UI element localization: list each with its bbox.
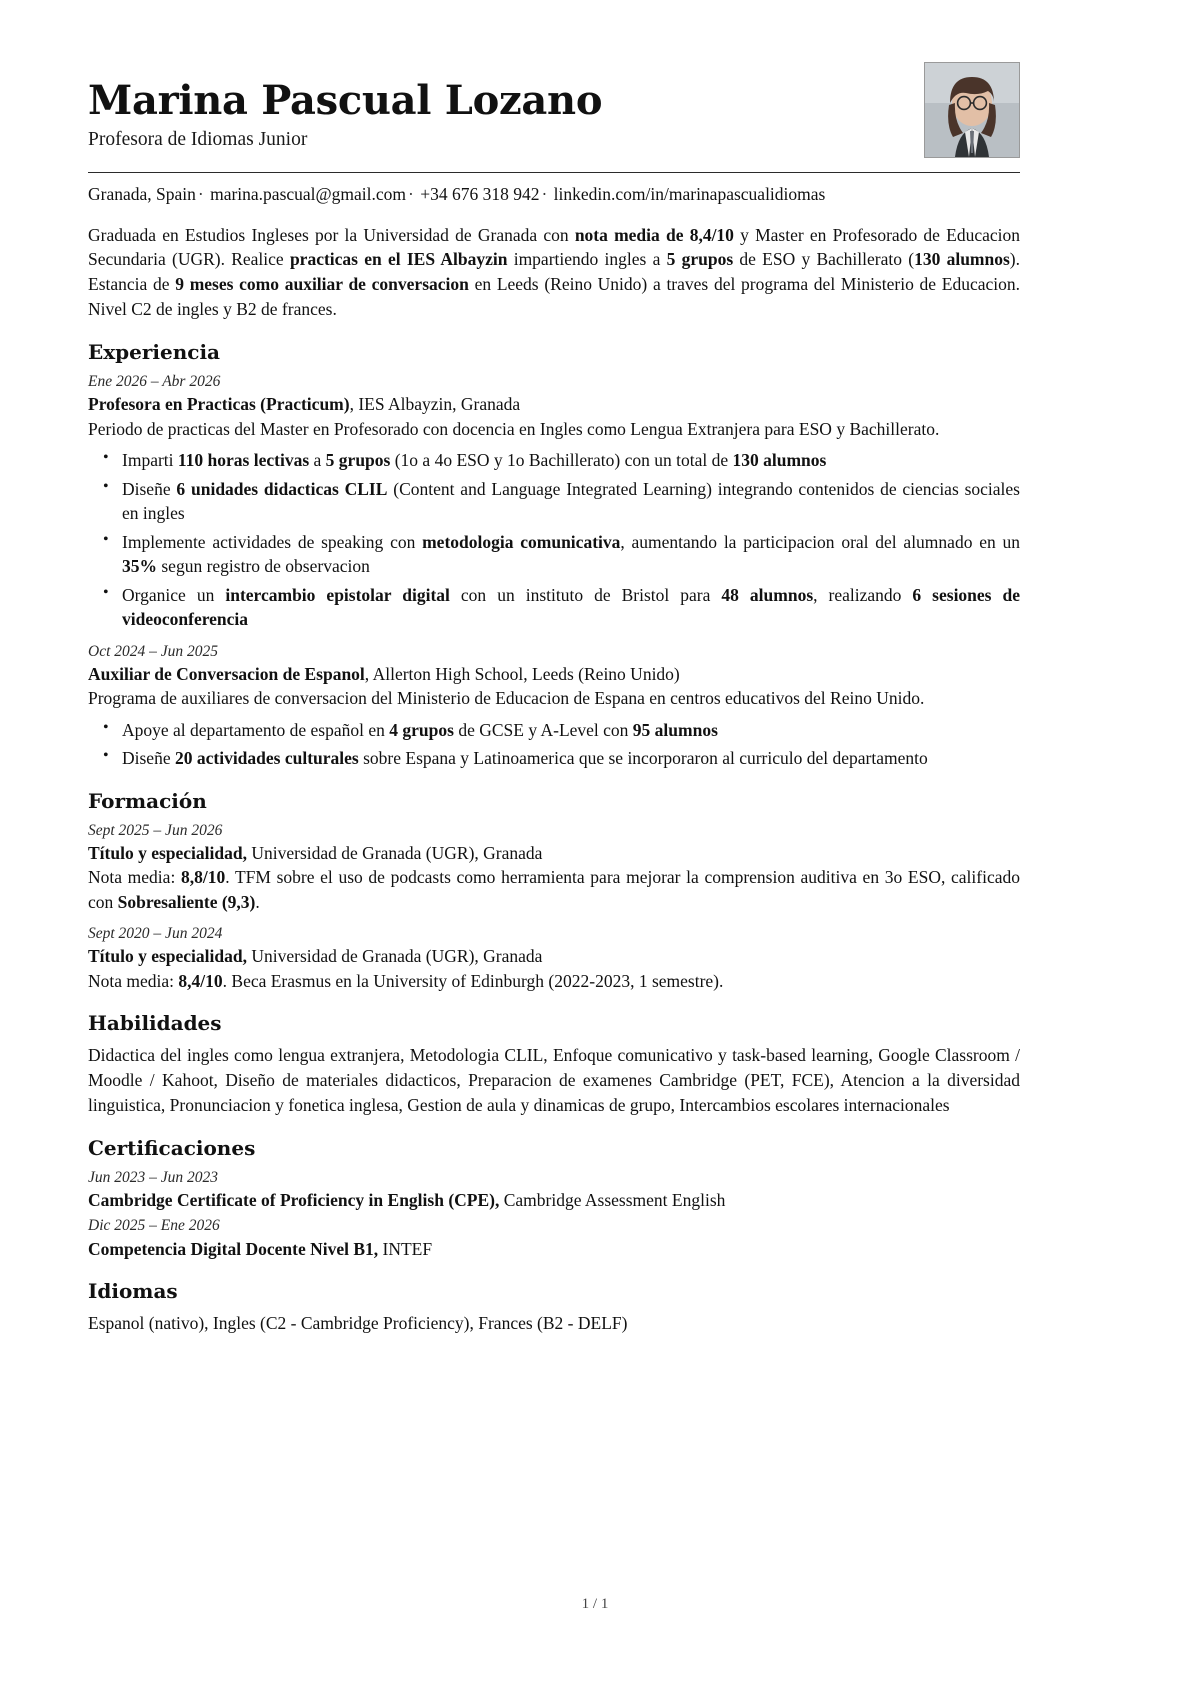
education-entries bbox=[88, 821, 1020, 994]
entry-date: Dic 2025 – Ene 2026 bbox=[88, 1217, 220, 1235]
body-text: , Allerton High School, Leeds (Reino Unido) bbox=[364, 663, 680, 684]
emphasis-text: intercambio epistolar digital bbox=[225, 584, 450, 605]
body-text: . TFM sobre el uso de podcasts como herramienta para mejorar la comprension auditiva en 3o ESO, calificado con bbox=[88, 867, 1020, 912]
entry-details bbox=[88, 865, 1020, 914]
body-text: sobre Espana y Latinoamerica que se incorporaron al curriculo del departamento bbox=[358, 748, 928, 769]
education-entry bbox=[88, 924, 1020, 993]
body-text: . Beca Erasmus en la University of Edinburgh (2022-2023, 1 semestre). bbox=[222, 970, 724, 991]
emphasis-text: metodologia comunicativa bbox=[422, 531, 621, 552]
body-text: en Leeds (Reino Unido) a traves del programa del Ministerio de Educacion. Nivel C2 de ingles y B2 de frances. bbox=[88, 274, 1020, 320]
contact-phone[interactable]: +34 676 318 942 bbox=[420, 184, 540, 204]
emphasis-text: Título y especialidad, bbox=[88, 842, 247, 863]
contact-email[interactable]: marina.pascual@gmail.com bbox=[210, 184, 407, 204]
body-text: Implemente actividades de speaking con bbox=[122, 531, 423, 552]
body-text: Universidad de Granada (UGR), Granada bbox=[246, 842, 543, 863]
body-text: con un instituto de Bristol para bbox=[449, 584, 722, 605]
body-text: y Master en Profesorado de Educacion Secundaria (UGR). Realice bbox=[88, 224, 1020, 270]
section-title-certifications: Certificaciones bbox=[88, 1135, 256, 1160]
contact-separator-2: · bbox=[408, 184, 414, 204]
emphasis-text: Sobresaliente (9,3) bbox=[117, 891, 256, 912]
emphasis-text: 6 unidades didacticas CLIL bbox=[176, 478, 388, 499]
section-title-experience: Experiencia bbox=[88, 340, 221, 364]
headline: Profesora de Idiomas Junior bbox=[88, 129, 308, 151]
page-footer bbox=[0, 1596, 1190, 1613]
body-text: (1o a 4o ESO y 1o Bachillerato) con un total de bbox=[390, 450, 733, 471]
emphasis-text: 20 actividades culturales bbox=[174, 748, 359, 769]
list-item bbox=[122, 477, 1020, 526]
body-text: . bbox=[255, 891, 260, 912]
education-entry bbox=[88, 821, 1020, 915]
body-text: Apoye al departamento de español en bbox=[122, 719, 390, 740]
section-skills bbox=[88, 1011, 1020, 1118]
body-text: de ESO y Bachillerato ( bbox=[733, 249, 915, 270]
emphasis-text: 110 horas lectivas bbox=[177, 450, 310, 471]
body-text: Imparti bbox=[122, 450, 178, 471]
emphasis-text: 8,4/10 bbox=[178, 970, 223, 991]
body-text: INTEF bbox=[378, 1238, 433, 1259]
emphasis-text: 4 grupos bbox=[389, 719, 454, 740]
contact-location: Granada, Spain bbox=[88, 184, 196, 204]
portrait-photo-icon bbox=[925, 63, 1019, 157]
entry-description: Periodo de practicas del Master en Profesorado con docencia en Ingles como Lengua Extranjera para ESO y Bachillerato. bbox=[88, 418, 940, 439]
avatar bbox=[924, 62, 1020, 158]
summary-paragraph bbox=[88, 223, 1020, 322]
emphasis-text: 130 alumnos bbox=[732, 450, 827, 471]
list-item bbox=[122, 530, 1020, 579]
entry-bullet-list bbox=[88, 718, 1020, 771]
section-certifications bbox=[88, 1136, 1020, 1261]
list-item bbox=[122, 448, 1020, 473]
section-education bbox=[88, 789, 1020, 994]
entry-heading bbox=[88, 393, 1020, 416]
body-text: (Content and Language Integrated Learning) integrando contenidos de ciencias sociales en ingles bbox=[122, 478, 1020, 524]
body-text: Diseñe bbox=[122, 748, 175, 769]
entry-date: Sept 2020 – Jun 2024 bbox=[88, 925, 223, 943]
body-text: Nota media: bbox=[88, 970, 179, 991]
body-text: Universidad de Granada (UGR), Granada bbox=[246, 946, 543, 967]
emphasis-text: 9 meses como auxiliar de conversacion bbox=[175, 274, 469, 295]
header-divider bbox=[88, 172, 1020, 173]
emphasis-text: Profesora en Practicas (Practicum) bbox=[88, 394, 350, 415]
body-text: ). Estancia de bbox=[88, 249, 1020, 295]
emphasis-text: Título y especialidad, bbox=[88, 946, 247, 967]
body-text: de GCSE y A-Level con bbox=[453, 719, 633, 740]
experience-entry bbox=[88, 642, 1020, 771]
entry-description: Programa de auxiliares de conversacion del Ministerio de Educacion de Espana en centros educativos del Reino Unido. bbox=[88, 688, 925, 709]
body-text: Nota media: bbox=[88, 867, 181, 888]
list-item bbox=[122, 746, 1020, 771]
body-text: Organice un bbox=[122, 584, 226, 605]
contact-linkedin[interactable]: linkedin.com/in/marinapascualidiomas bbox=[553, 184, 826, 204]
section-experience bbox=[88, 340, 1020, 771]
body-text: Diseñe bbox=[122, 478, 177, 499]
page-title: Marina Pascual Lozano bbox=[88, 77, 603, 124]
emphasis-text: 48 alumnos bbox=[721, 584, 814, 605]
experience-entries bbox=[88, 372, 1020, 771]
entry-heading bbox=[88, 945, 1020, 968]
entry-heading bbox=[88, 842, 1020, 865]
contact-line bbox=[88, 183, 1020, 207]
emphasis-text: practicas en el IES Albayzin bbox=[289, 249, 508, 270]
contact-separator-3: · bbox=[541, 184, 548, 204]
body-text: , IES Albayzin, Granada bbox=[349, 394, 521, 415]
entry-date: Jun 2023 – Jun 2023 bbox=[88, 1168, 219, 1186]
entry-date: Oct 2024 – Jun 2025 bbox=[88, 642, 219, 660]
certification-entries bbox=[88, 1168, 1020, 1261]
body-text: a bbox=[309, 450, 326, 471]
section-title-skills: Habilidades bbox=[88, 1011, 222, 1036]
emphasis-text: 8,8/10 bbox=[180, 867, 226, 888]
entry-date: Sept 2025 – Jun 2026 bbox=[88, 821, 223, 839]
contact-separator-1: · bbox=[197, 184, 204, 204]
entry-heading bbox=[88, 1189, 1020, 1212]
emphasis-text: 5 grupos bbox=[325, 450, 391, 471]
emphasis-text: 6 sesiones de videoconferencia bbox=[122, 584, 1021, 630]
experience-entry bbox=[88, 372, 1020, 632]
header-text-block bbox=[88, 62, 602, 153]
emphasis-text: Auxiliar de Conversacion de Espanol bbox=[88, 663, 365, 684]
body-text: , aumentando la participacion oral del alumnado en un bbox=[620, 531, 1020, 552]
section-title-education: Formación bbox=[88, 788, 207, 813]
body-text: Cambridge Assessment English bbox=[499, 1189, 726, 1210]
emphasis-text: Competencia Digital Docente Nivel B1, bbox=[88, 1238, 379, 1259]
emphasis-text: 5 grupos bbox=[666, 249, 734, 270]
section-title-languages: Idiomas bbox=[88, 1279, 178, 1303]
body-text: , realizando bbox=[813, 584, 913, 605]
page-indicator: 1 / 1 bbox=[581, 1596, 609, 1612]
body-text: Graduada en Estudios Ingleses por la Universidad de Granada con bbox=[88, 224, 575, 245]
certification-entry bbox=[88, 1168, 1020, 1213]
skills-body: Didactica del ingles como lengua extranjera, Metodologia CLIL, Enfoque comunicativo y task-based learning, Google Classroom / Moodle / Kahoot, Diseño de materiales didacticos, Preparacion de examenes Cambridge (PET, FCE), Atencion a la diversidad linguistica, Pronunciacion y fonetica inglesa, Gestion de aula y dinamicas de grupo, Intercambios escolares internacionales bbox=[88, 1045, 1020, 1115]
list-item bbox=[122, 583, 1020, 632]
emphasis-text: Cambridge Certificate of Proficiency in English (CPE), bbox=[88, 1189, 500, 1210]
entry-date: Ene 2026 – Abr 2026 bbox=[88, 373, 221, 390]
body-text: impartiendo ingles a bbox=[507, 249, 667, 270]
resume-header bbox=[88, 62, 1020, 158]
entry-details bbox=[88, 969, 1020, 994]
entry-heading bbox=[88, 663, 1020, 686]
body-text: segun registro de observacion bbox=[157, 556, 370, 577]
emphasis-text: nota media de 8,4/10 bbox=[574, 224, 734, 245]
entry-bullet-list bbox=[88, 448, 1020, 632]
emphasis-text: 130 alumnos bbox=[914, 249, 1010, 270]
entry-heading bbox=[88, 1238, 1020, 1261]
list-item bbox=[122, 718, 1020, 743]
emphasis-text: 95 alumnos bbox=[632, 719, 718, 740]
emphasis-text: 35% bbox=[122, 556, 157, 577]
certification-entry bbox=[88, 1216, 1020, 1261]
section-languages bbox=[88, 1279, 1020, 1336]
languages-body: Espanol (nativo), Ingles (C2 - Cambridge Proficiency), Frances (B2 - DELF) bbox=[88, 1313, 628, 1333]
